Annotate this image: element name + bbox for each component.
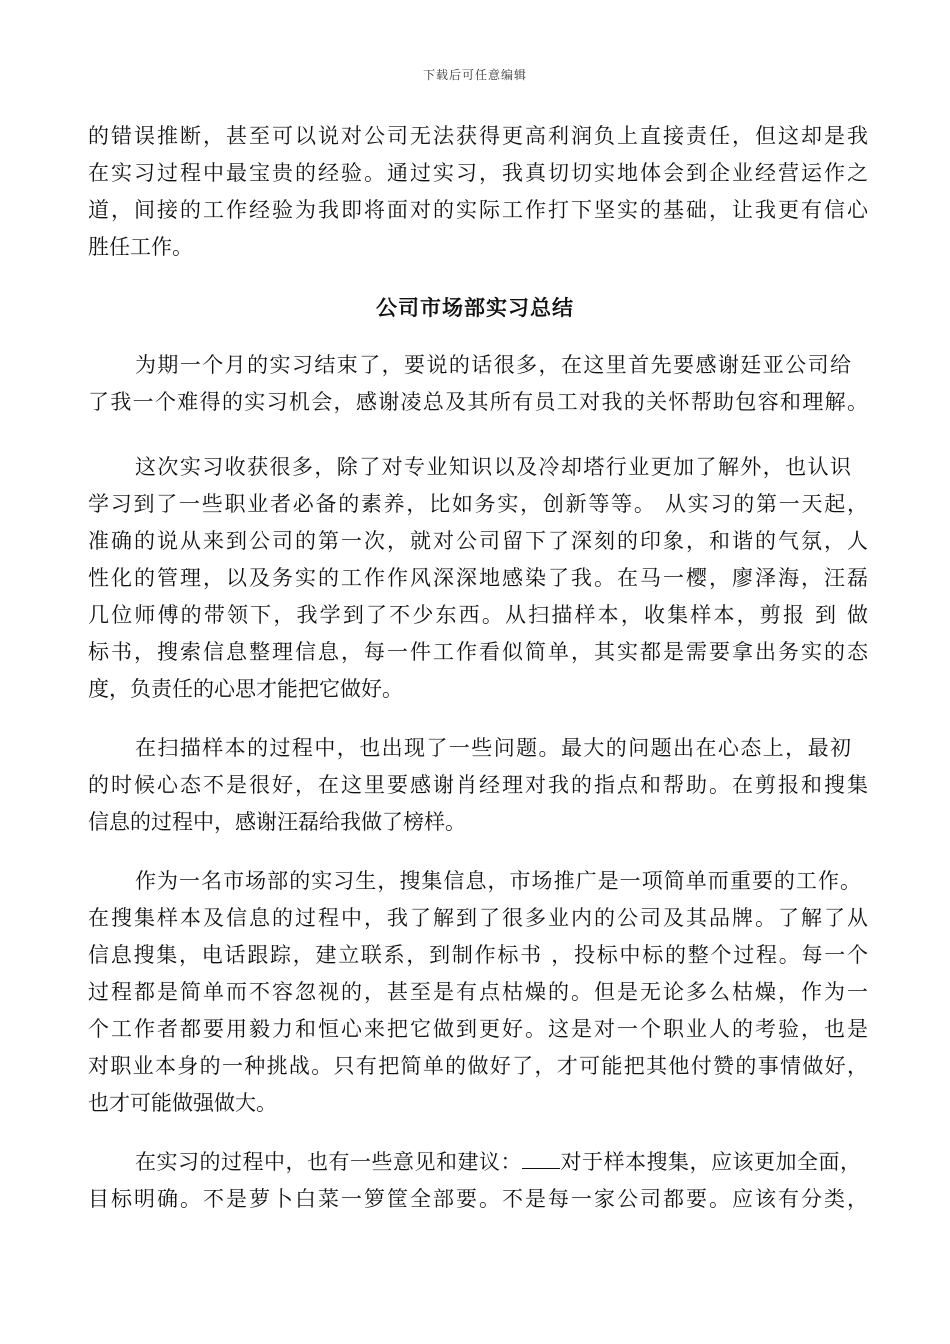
section-title: 公司市场部实习总结	[376, 295, 574, 320]
p5-line-2: 目标明确。不是萝卜白菜一箩筐全部要。不是每一家公司都要。应该有分类，	[88, 1187, 868, 1211]
p4-line-6: 对职业本身的一种挑战。只有把简单的做好了，才可能把其他付赞的事情做好，	[88, 1054, 868, 1078]
fill-in-blank	[522, 1148, 560, 1169]
header-note: 下载后可任意编辑	[422, 68, 527, 82]
p2-line-4: 性化的管理，以及务实的工作作风深深地感染了我。在马一樱，廖泽海，汪磊	[88, 566, 868, 590]
p2-line-1: 这次实习收获很多，除了对专业知识以及冷却塔行业更加了解外，也认识	[135, 455, 851, 479]
p4-line-4: 过程都是简单而不容忽视的，甚至是有点枯燥的。但是无论多么枯燥，作为一	[88, 980, 868, 1004]
p3-line-1: 在扫描样本的过程中，也出现了一些问题。最大的问题出在心态上，最初	[135, 736, 851, 760]
p2-line-3: 准确的说从来到公司的第一次，就对公司留下了深刻的印象，和谐的气氛，人	[88, 529, 868, 553]
p4-line-7: 也才可能做强做大。	[88, 1091, 277, 1115]
p5-line-1-start: 在实习的过程中，也有一些意见和建议：	[135, 1150, 522, 1174]
p3-line-2: 的时候心态不是很好，在这里要感谢肖经理对我的指点和帮助。在剪报和搜集	[88, 773, 868, 797]
intro-line-3: 道，间接的工作经验为我即将面对的实际工作打下坚实的基础，让我更有信心	[88, 198, 868, 222]
p2-line-5: 几位师傅的带领下，我学到了不少东西。从扫描样本，收集样本，剪报 到 做	[88, 603, 868, 627]
p2-line-7: 度，负责任的心思才能把它做好。	[88, 677, 403, 701]
p4-line-1: 作为一名市场部的实习生，搜集信息，市场推广是一项简单而重要的工作。	[135, 869, 861, 893]
p3-line-3: 信息的过程中，感谢汪磊给我做了榜样。	[88, 810, 466, 834]
p1-line-1: 为期一个月的实习结束了，要说的话很多，在这里首先要感谢廷亚公司给	[135, 353, 851, 377]
p5-line-1-end: 对于样本搜集，应该更加全面，	[560, 1150, 861, 1174]
p5-line-1	[135, 1147, 861, 1177]
intro-line-1: 的错误推断，甚至可以说对公司无法获得更高利润负上直接责任，但这却是我	[88, 124, 868, 148]
intro-line-4: 胜任工作。	[88, 235, 193, 259]
p2-line-6: 标书，搜索信息整理信息，每一件工作看似简单，其实都是需要拿出务实的态	[88, 640, 868, 664]
intro-line-2: 在实习过程中最宝贵的经验。通过实习，我真切切实地体会到企业经营运作之	[88, 161, 868, 185]
p2-line-2: 学习到了一些职业者必备的素养，比如务实，创新等等。 从实习的第一天起，	[88, 492, 868, 516]
p4-line-3: 信息搜集，电话跟踪，建立联系，到制作标书 ，投标中标的整个过程。每一个	[88, 943, 868, 967]
p4-line-2: 在搜集样本及信息的过程中，我了解到了很多业内的公司及其品牌。了解了从	[88, 906, 868, 930]
p1-line-2: 了我一个难得的实习机会，感谢凌总及其所有员工对我的关怀帮助包容和理解。	[88, 390, 868, 414]
p4-line-5: 个工作者都要用毅力和恒心来把它做到更好。这是对一个职业人的考验，也是	[88, 1017, 868, 1041]
